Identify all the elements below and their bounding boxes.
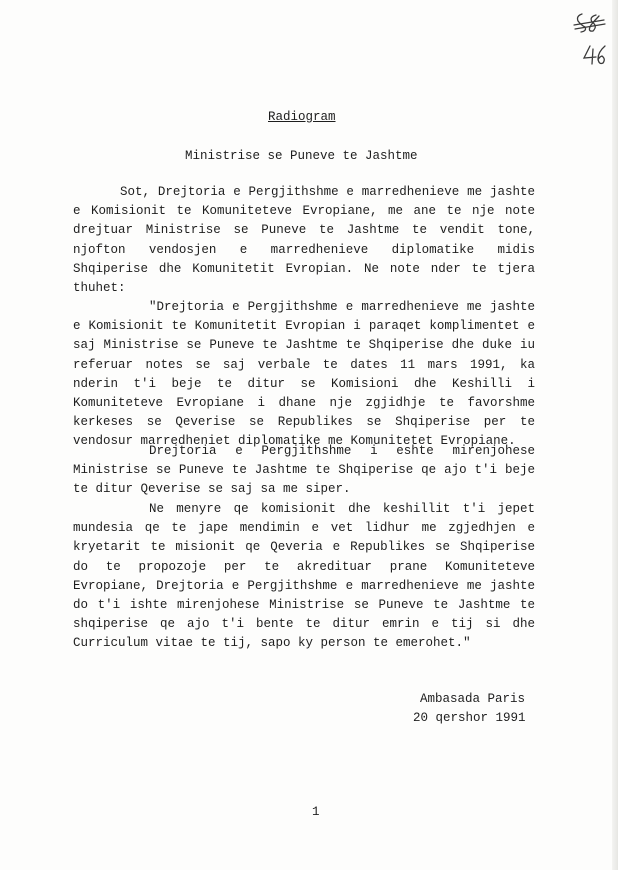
page-edge-shadow bbox=[612, 0, 618, 870]
handwritten-folio-number bbox=[572, 8, 612, 70]
signature-sender: Ambasada Paris bbox=[419, 692, 525, 706]
signature-date: 20 qershor 1991 bbox=[413, 711, 526, 725]
paragraph-quote-2: Drejtoria e Pergjithshme i eshte mirenjohese Ministrise se Puneve te Jashtme te Shqiperise qe ajo t'i beje te ditur Qeverise se saj sa me siper. bbox=[73, 444, 535, 497]
page-number: 1 bbox=[312, 805, 320, 819]
document-addressee: Ministrise se Puneve te Jashtme bbox=[185, 149, 418, 163]
signature-block bbox=[413, 690, 525, 728]
handwritten-folio-drawing bbox=[572, 8, 612, 70]
paragraph-intro: Sot, Drejtoria e Pergjithshme e marredhenieve me jashte e Komisionit te Komuniteteve Evropiane, me ane te nje note drejtuar Ministrise se Puneve te Jashtme te vendit tone, njofton vendosjen e marredhenieve diplomatike midis Shqiperise dhe Komunitetit Evropian. Ne note nder te tjera thuhet: bbox=[73, 185, 535, 296]
paragraph-quote-1: "Drejtoria e Pergjithshme e marredhenieve me jashte e Komisionit te Komunitetit Evropian i paraqet komplimentet e saj Ministrise se Puneve te Jashtme te Shqiperise dhe duke iu referuar notes se saj verbale te dates 11 mars 1991, ka nderin t'i beje te ditur se Komisioni dhe Keshilli i Komuniteteve Evropiane i dhane nje zgjidhje te favorshme kerkeses se Qeverise se Republikes se Shqiperise per te vendosur marredheniet diplomatike me Komunitetet Evropiane. bbox=[73, 300, 535, 449]
paragraph-quote-3: Ne menyre qe komisionit dhe keshillit t'i jepet mundesia qe te jape mendimin e vet lidhur me zgjedhjen e kryetarit te misionit qe Qeveria e Republikes se Shqiperise do te propozoje per te akredituar prane Komuniteteve Evropiane, Drejtoria e Pergjithshme e marredhenieve me jashte do t'i ishte mirenjohese Ministrise se Puneve te Jashtme te shqiperise qe ajo t'i bente te ditur emrin e tij si dhe Curriculum vitae te tij, sapo ky person te emerohet." bbox=[73, 502, 535, 651]
document-title: Radiogram bbox=[268, 110, 336, 124]
